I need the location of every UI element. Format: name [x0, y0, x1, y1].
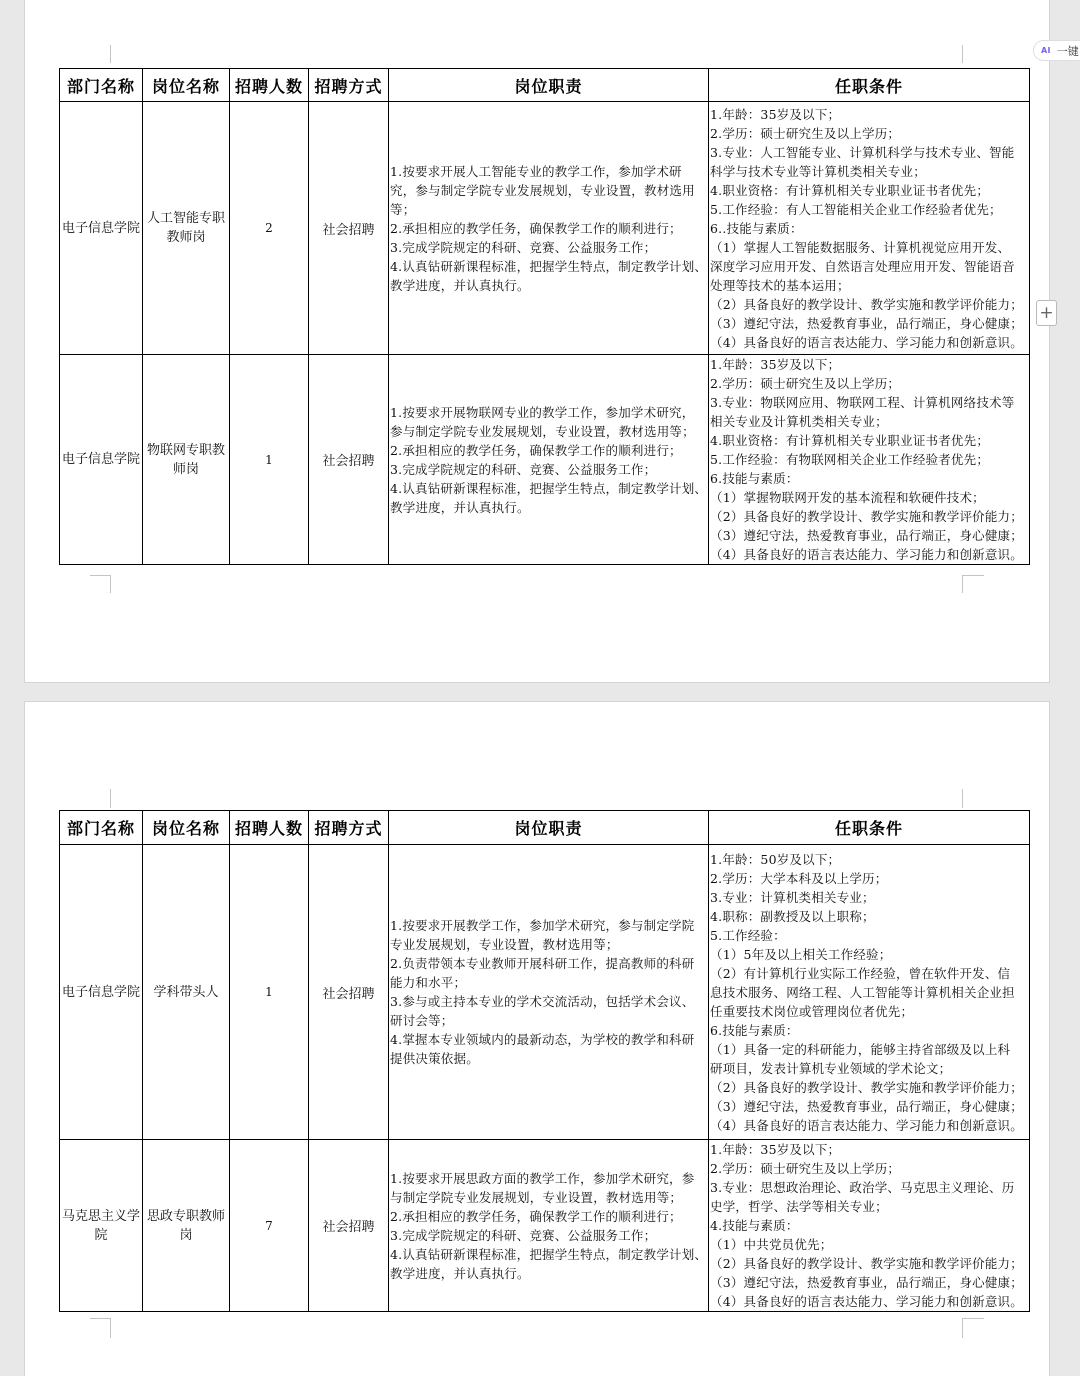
requirement-line: 4.技能与素质：	[710, 1218, 799, 1233]
requirement-line: （1）掌握人工智能数据服务、计算机视觉应用开发、	[710, 239, 1011, 255]
requirement-line: 3.专业：物联网应用、物联网工程、计算机网络技术等	[710, 395, 1015, 410]
ai-button-label: 一键	[1056, 44, 1079, 58]
duty-line: 3.完成学院规定的科研、竞赛、公益服务工作；	[390, 239, 657, 255]
requirement-line: 4.职称：副教授及以上职称；	[710, 908, 875, 924]
duty-line: 1.按要求开展思政方面的教学工作，参加学术研究，参	[390, 1170, 695, 1186]
requirement-line: （3）遵纪守法，热爱教育事业，品行端正，身心健康；	[710, 1098, 1023, 1114]
headcount-cell: 2	[230, 102, 309, 355]
duty-line: 与制定学院专业发展规划，专业设置，教材选用等；	[390, 1189, 683, 1205]
header-duties: 岗位职责	[389, 811, 709, 845]
document-page-1	[24, 0, 1050, 683]
department-cell: 电子信息学院	[60, 102, 143, 355]
requirement-line: 6.技能与素质：	[710, 471, 799, 486]
requirement-line: （3）遵纪守法，热爱教育事业，品行端正，身心健康；	[710, 315, 1023, 331]
header-requirements: 任职条件	[709, 811, 1030, 845]
requirement-line: 研项目，发表计算机专业领域的学术论文；	[710, 1060, 952, 1076]
duty-line: 1.按要求开展人工智能专业的教学工作，参加学术研	[390, 163, 682, 179]
duty-line: 究，参与制定学院专业发展规划，专业设置，教材选用	[390, 182, 695, 198]
header-method: 招聘方式	[309, 811, 389, 845]
ai-icon: AI	[1041, 46, 1051, 55]
requirement-line: 2.学历：硕士研究生及以上学历；	[710, 125, 901, 141]
headcount-cell: 1	[230, 355, 309, 565]
margin-corner-mark	[962, 575, 984, 576]
requirement-line: 5.工作经验：	[710, 927, 786, 943]
headcount-cell: 1	[230, 845, 309, 1140]
margin-corner-mark	[110, 575, 111, 593]
duty-line: 2.负责带领本专业教师开展科研工作，提高教师的科研	[390, 956, 695, 971]
department-cell: 电子信息学院	[60, 845, 143, 1140]
table-row	[60, 102, 1030, 355]
requirement-line: 2.学历：硕士研究生及以上学历；	[710, 1161, 901, 1176]
method-cell: 社会招聘	[309, 102, 389, 355]
duties-cell	[389, 102, 709, 355]
duties-cell	[389, 355, 709, 565]
table-header-row	[60, 69, 1030, 102]
requirement-line: 息技术服务、网络工程、人工智能等计算机相关企业担	[710, 984, 1015, 1000]
requirement-line: （3）遵纪守法，热爱教育事业，品行端正，身心健康；	[710, 1275, 1023, 1290]
duty-line: 3.完成学院规定的科研、竞赛、公益服务工作；	[390, 461, 657, 477]
table-row	[60, 355, 1030, 565]
duty-line: 4.认真钻研新课程标准，把握学生特点，制定教学计划、	[390, 258, 708, 274]
requirement-line: 6..技能与素质：	[710, 220, 803, 236]
requirement-line: （4）具备良好的语言表达能力、学习能力和创新意识。	[710, 1117, 1023, 1133]
header-position: 岗位名称	[143, 69, 230, 102]
margin-corner-mark	[962, 789, 963, 808]
duty-line: 教学进度，并认真执行。	[390, 499, 530, 515]
requirement-line: （3）遵纪守法，热爱教育事业，品行端正，身心健康；	[710, 528, 1023, 543]
header-headcount: 招聘人数	[230, 811, 309, 845]
requirement-line: 任重要技术岗位或管理岗位者优先；	[710, 1003, 914, 1019]
duty-line: 2.承担相应的教学任务，确保教学工作的顺利进行；	[390, 220, 682, 236]
duty-line: 专业发展规划，专业设置，教材选用等；	[390, 937, 619, 952]
requirement-line: 1.年龄：35岁及以下；	[710, 357, 841, 372]
add-icon[interactable]: +	[1036, 300, 1057, 326]
duty-line: 3.参与或主持本专业的学术交流活动，包括学术会议、	[390, 994, 695, 1009]
requirement-line: （2）有计算机行业实际工作经验，曾在软件开发、信	[710, 965, 1011, 981]
requirement-line: 5.工作经验：有物联网相关企业工作经验者优先；	[710, 452, 990, 467]
requirement-line: （2）具备良好的教学设计、教学实施和教学评价能力；	[710, 509, 1023, 524]
table-header-row	[60, 811, 1030, 845]
department-cell: 马克思主义学院	[60, 1140, 143, 1312]
requirement-line: 1.年龄：50岁及以下；	[710, 851, 841, 867]
requirement-line: 2.学历：硕士研究生及以上学历；	[710, 376, 901, 391]
margin-corner-mark	[962, 1318, 984, 1319]
requirement-line: （1）中共党员优先；	[710, 1237, 833, 1252]
requirement-line: （4）具备良好的语言表达能力、学习能力和创新意识。	[710, 547, 1023, 562]
duty-line: 4.认真钻研新课程标准，把握学生特点，制定教学计划、	[390, 480, 708, 496]
duty-line: 能力和水平；	[390, 975, 467, 990]
requirement-line: 3.专业：计算机类相关专业；	[710, 889, 875, 905]
position-cell: 思政专职教师岗	[143, 1140, 230, 1312]
requirement-line: 1.年龄：35岁及以下；	[710, 106, 841, 122]
position-cell: 学科带头人	[143, 845, 230, 1140]
requirement-line: （1）5年及以上相关工作经验；	[710, 946, 892, 962]
requirement-line: 5.工作经验：有人工智能相关企业工作经验者优先；	[710, 201, 1002, 217]
requirement-line: 深度学习应用开发、自然语言处理应用开发、智能语音	[710, 258, 1015, 274]
requirements-cell	[709, 845, 1030, 1140]
requirement-line: 史学，哲学、法学等相关专业；	[710, 1199, 888, 1214]
duty-line: 1.按要求开展教学工作，参加学术研究，参与制定学院	[390, 918, 695, 933]
document-page-2	[24, 701, 1050, 1376]
headcount-cell: 7	[230, 1140, 309, 1312]
requirement-line: 科学与技术专业等计算机类相关专业；	[710, 163, 926, 179]
duty-line: 提供决策依据。	[390, 1051, 479, 1066]
duties-cell	[389, 845, 709, 1140]
requirement-line: 4.职业资格：有计算机相关专业职业证书者优先；	[710, 433, 990, 448]
duty-line: 4.认真钻研新课程标准，把握学生特点，制定教学计划、	[390, 1246, 708, 1262]
duty-line: 研讨会等；	[390, 1013, 454, 1028]
margin-corner-mark	[90, 575, 110, 576]
margin-corner-mark	[962, 575, 963, 593]
requirement-line: 1.年龄：35岁及以下；	[710, 1142, 841, 1157]
header-department: 部门名称	[60, 811, 143, 845]
header-position: 岗位名称	[143, 811, 230, 845]
duty-line: 4.掌握本专业领域内的最新动态，为学校的教学和科研	[390, 1032, 695, 1047]
requirement-line: 2.学历：大学本科及以上学历；	[710, 870, 888, 886]
duties-cell	[389, 1140, 709, 1312]
method-cell: 社会招聘	[309, 1140, 389, 1312]
requirement-line: 6.技能与素质：	[710, 1022, 799, 1038]
margin-corner-mark	[110, 45, 111, 63]
requirement-line: 3.专业：人工智能专业、计算机科学与技术专业、智能	[710, 144, 1015, 160]
requirements-cell	[709, 1140, 1030, 1312]
header-headcount: 招聘人数	[230, 69, 309, 102]
position-cell: 物联网专职教师岗	[143, 355, 230, 565]
margin-corner-mark	[110, 1318, 111, 1338]
duty-line: 参与制定学院专业发展规划，专业设置，教材选用等；	[390, 423, 695, 439]
duty-line: 2.承担相应的教学任务，确保教学工作的顺利进行；	[390, 1208, 682, 1224]
duty-line: 等；	[390, 201, 416, 217]
requirement-line: （1）具备一定的科研能力，能够主持省部级及以上科	[710, 1041, 1011, 1057]
position-cell: 人工智能专职教师岗	[143, 102, 230, 355]
recruitment-table	[59, 68, 1030, 565]
method-cell: 社会招聘	[309, 845, 389, 1140]
requirements-cell	[709, 355, 1030, 565]
margin-corner-mark	[962, 45, 963, 63]
requirement-line: （2）具备良好的教学设计、教学实施和教学评价能力；	[710, 1079, 1023, 1095]
duty-line: 教学进度，并认真执行。	[390, 1265, 530, 1281]
requirement-line: （1）掌握物联网开发的基本流程和软硬件技术；	[710, 490, 985, 505]
requirement-line: （4）具备良好的语言表达能力、学习能力和创新意识。	[710, 1294, 1023, 1309]
requirement-line: （2）具备良好的教学设计、教学实施和教学评价能力；	[710, 1256, 1023, 1271]
table-row	[60, 845, 1030, 1140]
requirement-line: 3.专业：思想政治理论、政治学、马克思主义理论、历	[710, 1180, 1015, 1195]
requirement-line: 处理等技术的基本运用；	[710, 277, 850, 293]
duty-line: 3.完成学院规定的科研、竞赛、公益服务工作；	[390, 1227, 657, 1243]
margin-corner-mark	[110, 789, 111, 808]
requirement-line: 相关专业及计算机类相关专业；	[710, 414, 888, 429]
header-department: 部门名称	[60, 69, 143, 102]
requirement-line: 4.职业资格：有计算机相关专业职业证书者优先；	[710, 182, 990, 198]
duty-line: 2.承担相应的教学任务，确保教学工作的顺利进行；	[390, 442, 682, 458]
requirement-line: （2）具备良好的教学设计、教学实施和教学评价能力；	[710, 296, 1023, 312]
requirements-cell	[709, 102, 1030, 355]
table-row	[60, 1140, 1030, 1312]
header-duties: 岗位职责	[389, 69, 709, 102]
header-method: 招聘方式	[309, 69, 389, 102]
duty-line: 1.按要求开展物联网专业的教学工作，参加学术研究，	[390, 404, 695, 420]
recruitment-table	[59, 810, 1030, 1312]
requirement-line: （4）具备良好的语言表达能力、学习能力和创新意识。	[710, 334, 1023, 350]
method-cell: 社会招聘	[309, 355, 389, 565]
header-requirements: 任职条件	[709, 69, 1030, 102]
department-cell: 电子信息学院	[60, 355, 143, 565]
margin-corner-mark	[90, 1318, 110, 1319]
margin-corner-mark	[962, 1318, 963, 1338]
duty-line: 教学进度，并认真执行。	[390, 277, 530, 293]
ai-assistant-button[interactable]	[1033, 40, 1080, 61]
